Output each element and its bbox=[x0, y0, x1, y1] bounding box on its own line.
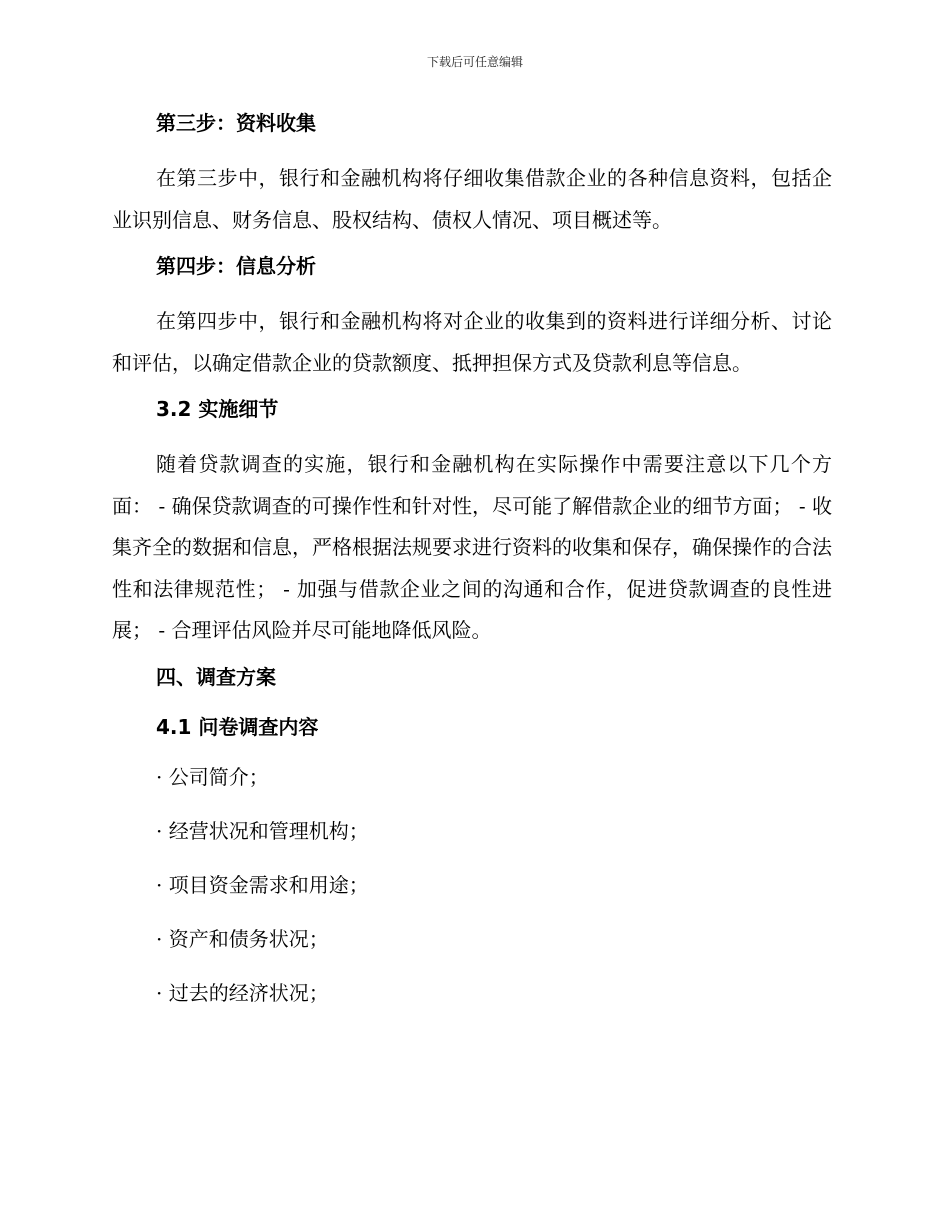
section-3-2-heading: 3.2 实施细节 bbox=[156, 397, 279, 421]
step4-paragraph: 在第四步中，银行和金融机构将对企业的收集到的资料进行详细分析、讨论和评估，以确定借款企业的贷款额度、抵押担保方式及贷款利息等信息。 bbox=[112, 309, 832, 375]
section-4-heading: 四、调查方案 bbox=[156, 664, 276, 689]
section-3-2-paragraph: 随着贷款调查的实施，银行和金融机构在实际操作中需要注意以下几个方面： - 确保贷款调查的可操作性和针对性，尽可能了解借款企业的细节方面； - 收集齐全的数据和信息，严格根据法规要求进行资料的收集和保存，确保操作的合法性和法律规范性； - 加强与借款企业之间的沟通和合作，促进贷款调查的良性进展； - 合理评估风险并尽可能地降低风险。 bbox=[112, 452, 832, 642]
step3-heading: 第三步：资料收集 bbox=[156, 111, 316, 135]
page-header: 下载后可任意编辑 bbox=[426, 55, 523, 69]
list-item: · 经营状况和管理机构； bbox=[156, 818, 369, 843]
section-4-1-heading: 4.1 问卷调查内容 bbox=[156, 714, 319, 739]
list-item: · 公司简介； bbox=[156, 764, 269, 789]
list-item: · 资产和债务状况； bbox=[156, 926, 329, 951]
document-body bbox=[112, 108, 832, 1032]
list-item: · 项目资金需求和用途； bbox=[156, 872, 369, 897]
step4-heading: 第四步：信息分析 bbox=[156, 254, 316, 278]
list-item: · 过去的经济状况； bbox=[156, 980, 329, 1005]
step3-paragraph: 在第三步中，银行和金融机构将仔细收集借款企业的各种信息资料，包括企业识别信息、财务信息、股权结构、债权人情况、项目概述等。 bbox=[112, 166, 832, 232]
